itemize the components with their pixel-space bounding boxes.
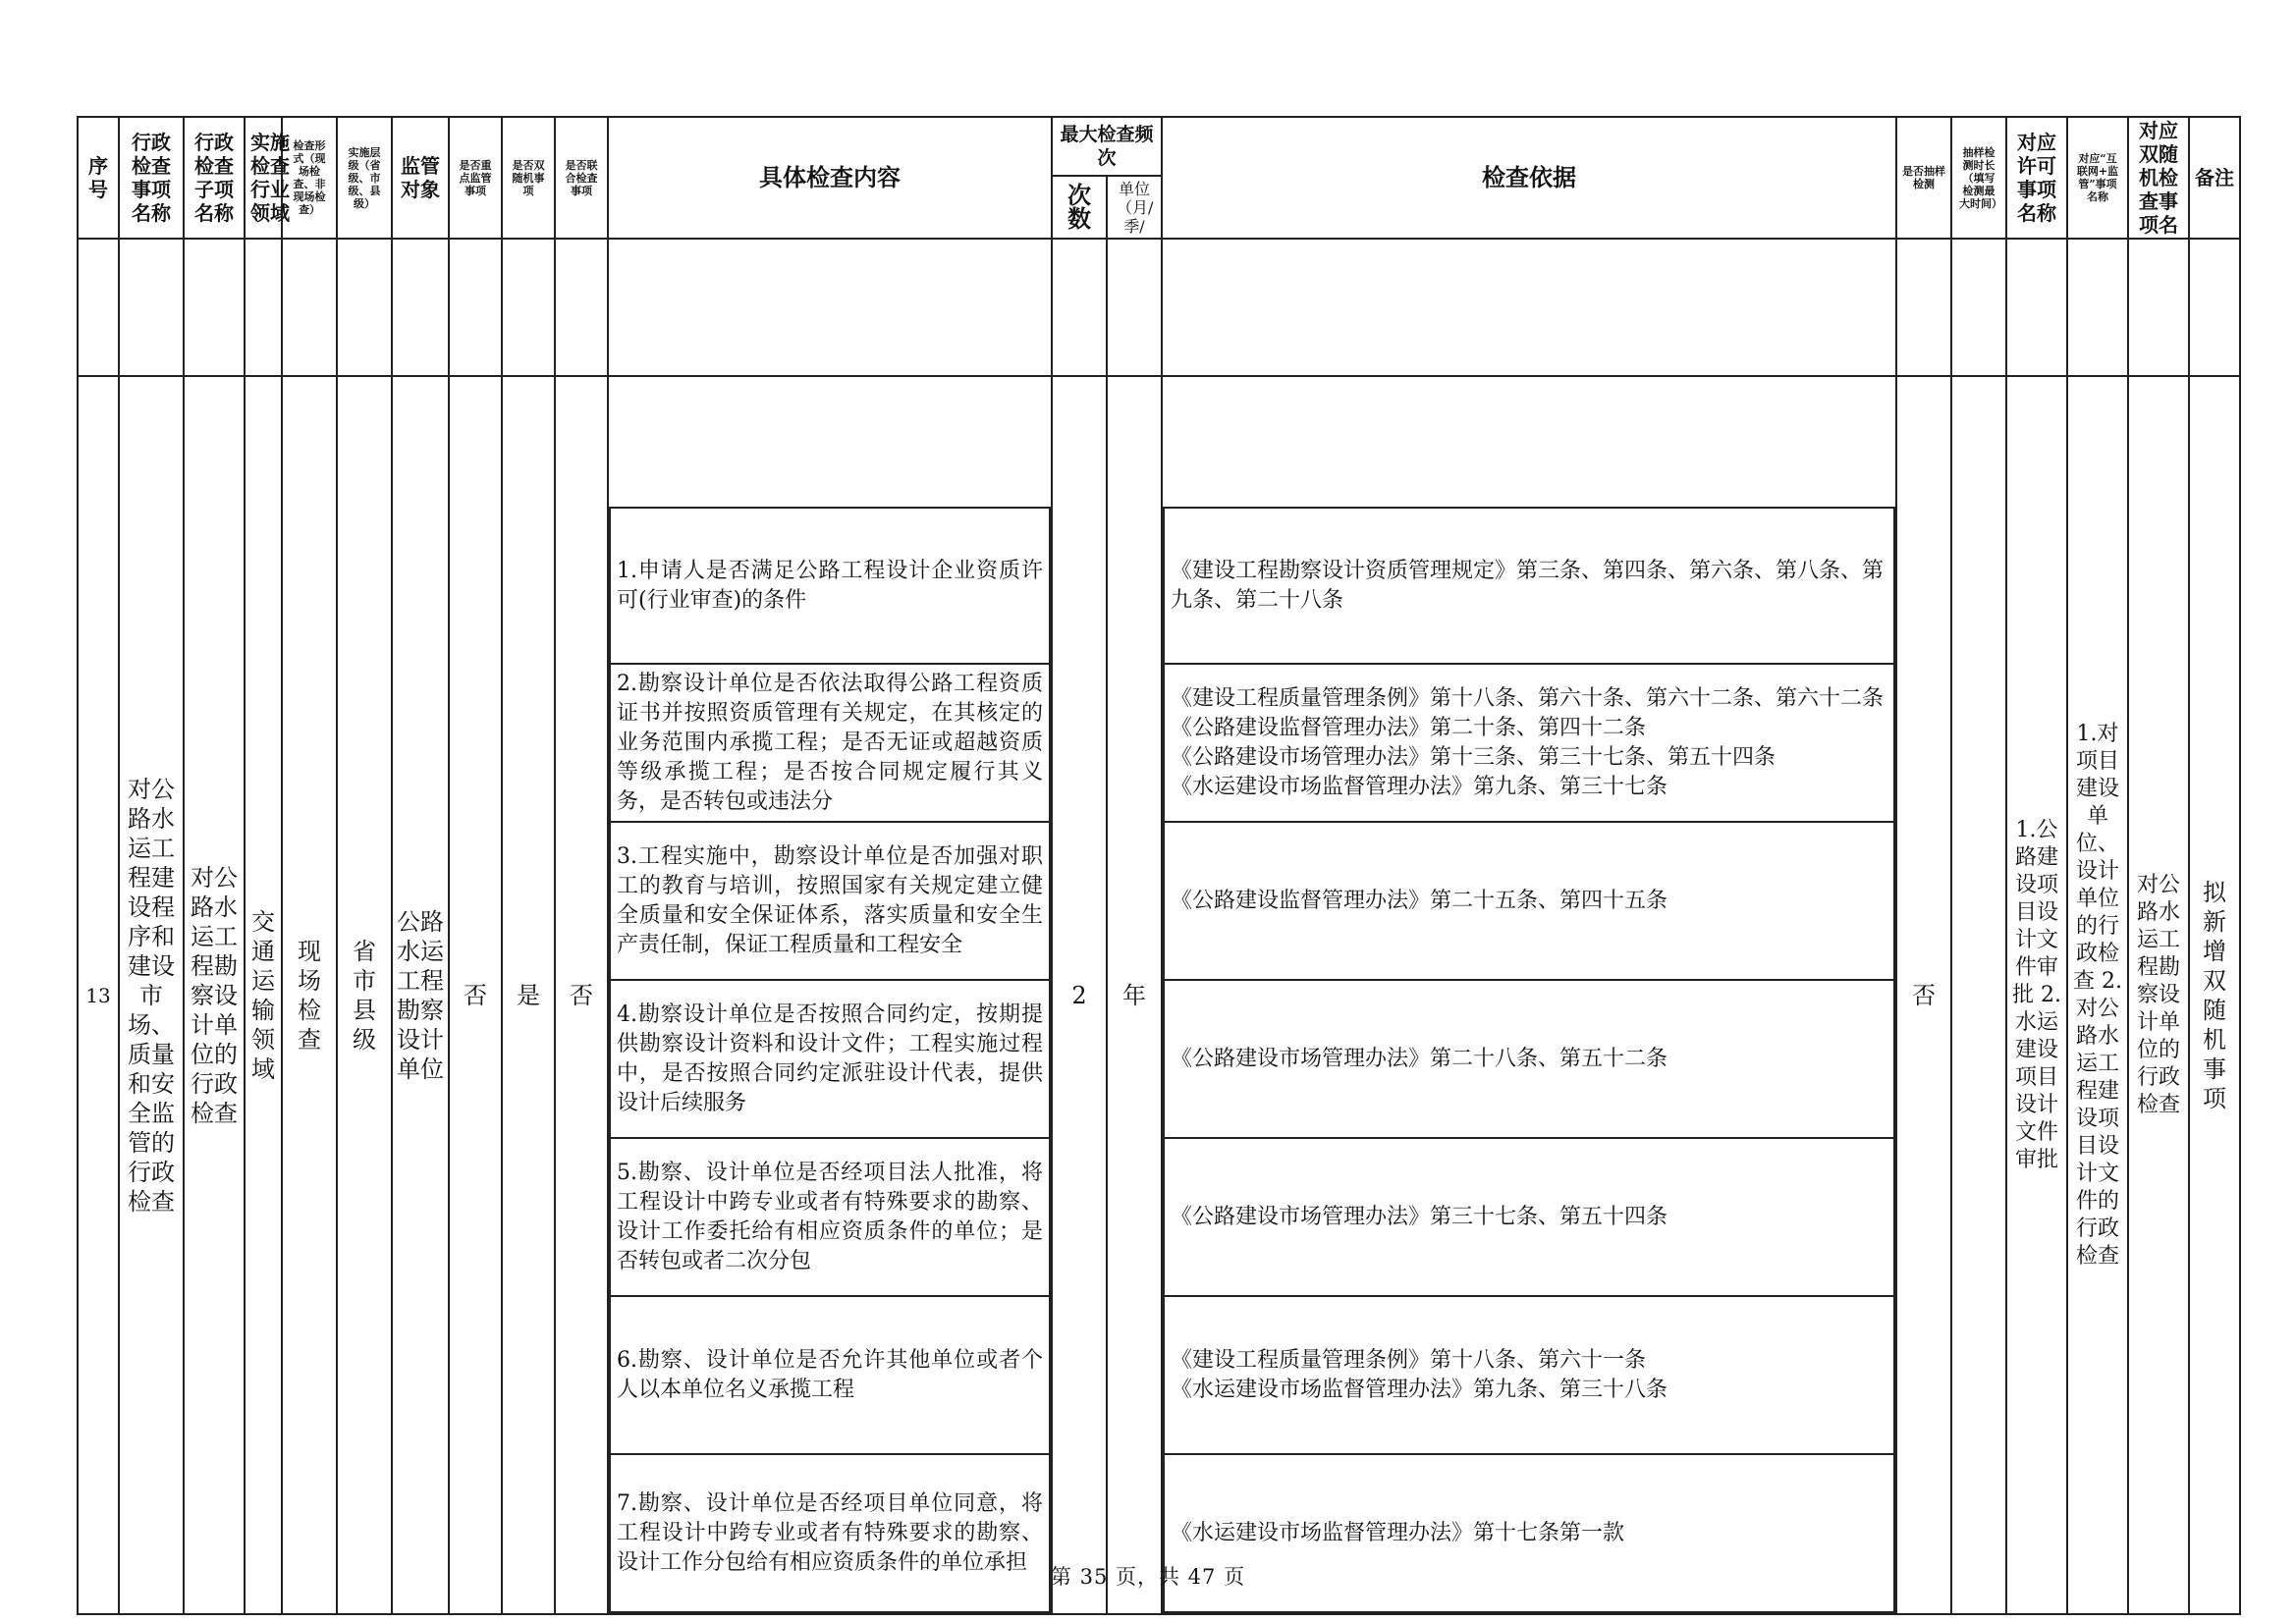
content-item: 6.勘察、设计单位是否允许其他单位或者个人以本单位名义承揽工程: [609, 1297, 1051, 1455]
basis-item: 《公路建设市场管理办法》第二十八条、第五十二条: [1163, 981, 1895, 1139]
header-times: 次数: [1052, 176, 1107, 239]
content-item: 3.工程实施中，勘察设计单位是否加强对职工的教育与培训，按照国家有关规定建立健全质量和安全保证体系，落实质量和安全生产责任制，保证工程质量和工程安全: [609, 823, 1051, 981]
row-form: 现场检查: [282, 376, 337, 1614]
row-random: 是: [502, 376, 555, 1614]
header-max-freq: 最大检查频次: [1052, 117, 1162, 176]
row-level: 省市县级: [337, 376, 392, 1614]
header-form: 检查形式（现场检查、非现场检查）: [282, 117, 337, 239]
row-industry: 交通运输领域: [245, 376, 282, 1614]
header-industry: 实施检查行业领域: [245, 117, 282, 239]
inspection-table: [77, 116, 2241, 1615]
basis-item: 《建设工程勘察设计资质管理规定》第三条、第四条、第六条、第八条、第九条、第二十八条: [1163, 507, 1895, 665]
content-item: 4.勘察设计单位是否按照合同约定，按期提供勘察设计资料和设计文件；工程实施过程中，是否按照合同约定派驻设计代表，提供设计后续服务: [609, 981, 1051, 1139]
basis-list: [1163, 507, 1895, 1613]
header-content: 具体检查内容: [608, 117, 1052, 239]
header-seq: 序号: [78, 117, 119, 239]
blank-row: [78, 239, 2240, 376]
row-object: 公路水运工程勘察设计单位: [392, 376, 449, 1614]
row-key: 否: [449, 376, 502, 1614]
row-times: 2: [1052, 376, 1107, 1614]
basis-item: 《公路建设市场管理办法》第三十七条、第五十四条: [1163, 1139, 1895, 1297]
header-license: 对应许可事项名称: [2006, 117, 2067, 239]
basis-column: [1162, 376, 1896, 1614]
content-item: 2.勘察设计单位是否依法取得公路工程资质证书并按照资质管理有关规定，在其核定的业务范围内承揽工程；是否无证或超越资质等级承揽工程；是否按合同规定履行其义务，是否转包或违法分: [609, 665, 1051, 823]
content-list: [609, 507, 1051, 1613]
header-remark: 备注: [2189, 117, 2240, 239]
header-key: 是否重点监管事项: [449, 117, 502, 239]
table-row: [78, 376, 2240, 1614]
basis-item: 《建设工程质量管理条例》第十八条、第六十条、第六十二条、第六十二条 《公路建设监督管理办法》第二十条、第四十二条 《公路建设市场管理办法》第十三条、第三十七条、第五十四条 《水运建设市场监督管理办法》第九条、第三十七条: [1163, 665, 1895, 823]
row-seq: 13: [78, 376, 119, 1614]
header-level: 实施层级（省级、市级、县级）: [337, 117, 392, 239]
row-item-name: 对公路水运工程建设程序和建设市场、质量和安全监管的行政检查: [119, 376, 184, 1614]
content-item: 7.勘察、设计单位是否经项目单位同意，将工程设计中跨专业或者有特殊要求的勘察、设计工作分包给有相应资质条件的单位承担: [609, 1455, 1051, 1613]
header-internet: 对应“互联网+监管”事项名称: [2067, 117, 2128, 239]
content-item: 1.申请人是否满足公路工程设计企业资质许可(行业审查)的条件: [609, 507, 1051, 665]
header-sub-item: 行政检查子项名称: [184, 117, 245, 239]
row-sampling-duration: [1951, 376, 2006, 1614]
header-object: 监管对象: [392, 117, 449, 239]
basis-item: 《建设工程质量管理条例》第十八条、第六十一条 《水运建设市场监督管理办法》第九条、第三十八条: [1163, 1297, 1895, 1455]
row-license: 1.公路建设项目设计文件审批 2.水运建设项目设计文件审批: [2006, 376, 2067, 1614]
content-item: 5.勘察、设计单位是否经项目法人批准，将工程设计中跨专业或者有特殊要求的勘察、设计工作委托给有相应资质条件的单位；是否转包或者二次分包: [609, 1139, 1051, 1297]
header-sampling-duration: 抽样检测时长（填写检测最大时间）: [1951, 117, 2006, 239]
header-sampling: 是否抽样检测: [1896, 117, 1951, 239]
basis-item: 《公路建设监督管理办法》第二十五条、第四十五条: [1163, 823, 1895, 981]
row-internet: 1.对项目建设单位、设计单位的行政检查 2.对公路水运工程建设项目设计文件的行政检查: [2067, 376, 2128, 1614]
row-sub-item: 对公路水运工程勘察设计单位的行政检查: [184, 376, 245, 1614]
row-sampling: 否: [1896, 376, 1951, 1614]
header-item-name: 行政检查事项名称: [119, 117, 184, 239]
header-joint: 是否联合检查事项: [555, 117, 608, 239]
header-double-random: 对应双随机检查事项名: [2128, 117, 2189, 239]
header-random: 是否双随机事项: [502, 117, 555, 239]
header-basis: 检查依据: [1162, 117, 1896, 239]
content-column: [608, 376, 1052, 1614]
page-footer: 第 35 页，共 47 页: [1050, 1565, 1246, 1589]
basis-item: 《水运建设市场监督管理办法》第十七条第一款: [1163, 1455, 1895, 1613]
header-unit: 单位（月/季/: [1107, 176, 1162, 239]
row-remark: 拟新增双随机事项: [2189, 376, 2240, 1614]
row-unit: 年: [1107, 376, 1162, 1614]
row-double-random: 对公路水运工程勘察设计单位的行政检查: [2128, 376, 2189, 1614]
row-joint: 否: [555, 376, 608, 1614]
